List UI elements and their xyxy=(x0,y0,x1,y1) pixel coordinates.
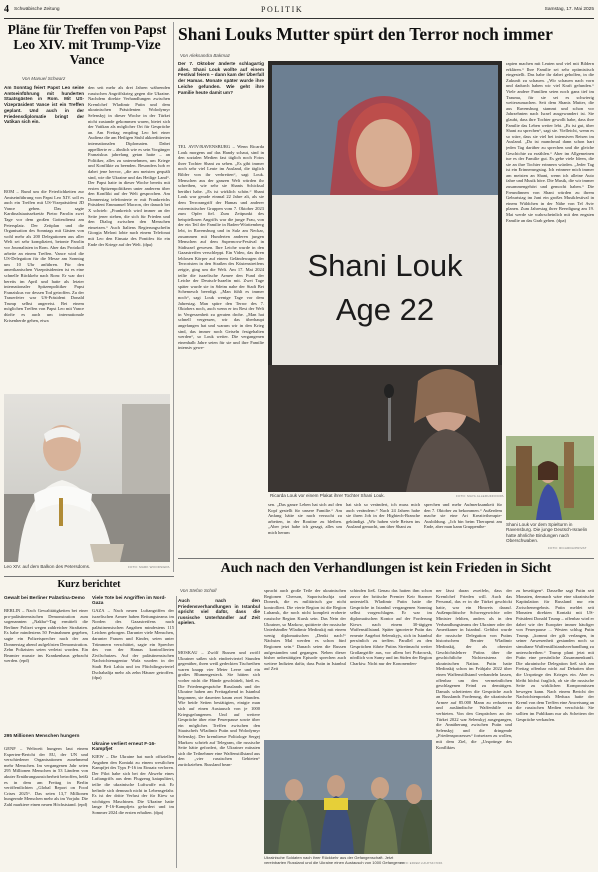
shani-side-photo xyxy=(506,436,594,520)
playground-image xyxy=(506,436,594,520)
lower-body-col1: MOSKAU – Zwölf Russen und zwölf Ukrainer saßen sich eindreiviertel Stunden gegenüber, ihren weiß gedeckten Tischreihen waren knapp vier Meter Leere und ein großes Blumengesteck. Sie hätten sich vorher nicht die Hände geschüttelt, hieß es. Die Friedensgespräche Russlands und der Ukraine haben am Freitagabend in Istanbul begonnen, sie dauerten kaum zwei Stunden. Wie beide Seiten bestätigten, einigte man sich auf einen Austausch von je 1000 Kriegsgefangenen. Und auf weitere Gespräche über eine Feuerpause sowie über ein mögliches Treffen zwischen den Staatschefs Wladimir Putin und Wolodymyr Selenskyj. Der kremltreue Politologe Sergej Markow schrieb auf Telegram, die russische Seite hätte gefordert, die Ukrainer müssten sich die Teilnehmer eine Waffenstillstand aus den „vier russischen Gebieten“ zurückziehen. Russland bean- xyxy=(178,650,260,767)
brief-item3-body: GAZA – Nach neuen Luftangriffen der israelischen Armee haben Rettungsteams im Norden des Gazastreifens nach palästinensischen Angaben mindestens 115 Leichen geborgen. Darunter viele Menschen, darunter Frauen und Kinder, seien unter Trümmern verschüttet, sagte ein Sprecher des von der Hamas kontrollierten Zivilschutzes. Auf der palästinensischen Nachrichtenagentur Wafa wurden in der Stadt Beit Lahia und im Flüchtlingsviertel Dschabalija mehr als zehn Häuser getroffen. (dpa) xyxy=(92,608,174,681)
brief-item4-body: KIEW – Die Ukraine hat nach offiziellen Angaben den Kontakt zu einem westlichen Kampfjet des Typs F-16 im Einsatz verloren. Der Pilot habe sich bei der Abwehr eines Luftangriffs aus dem Flugzeug katapultiert, teilte die ukrainische Luftwaffe mit. Er befinde sich demnach nicht in Lebensgefahr. Es ist der dritte Verlust der für Kiew so wichtigen Maschinen. Die Ukraine hatte lange F-16-Kampfjets gefordert und im Sommer 2024 die ersten erhalten. (dpa) xyxy=(92,754,174,815)
pope-photo-credit: FOTO: MARK WOODS/EPA xyxy=(128,565,170,569)
lower-author: Von Stefan Scholl xyxy=(180,588,217,593)
main-photo-caption: Ricarda Louk vor einem Plakat ihrer Tochter Shani Louk. xyxy=(270,493,385,498)
issue-date: Samstag, 17. Mai 2025 xyxy=(544,7,594,12)
soldiers-photo xyxy=(264,740,432,854)
shani-poster-photo xyxy=(268,61,502,492)
lower-rule xyxy=(178,558,594,559)
main-body-col1: TEL AVIV/RAVENSBURG – Wenn Ricarda Louk morgens auf das Handy schaut, sind in den sozialen Medien fast täglich noch Fotos ihrer Tochter Shani zu sehen. „Es gibt immer noch sehr viel Leute im Ausland, die täglich Bilder von ihr verbreiten“, sagt Louk. Menschen aus der ganzen Welt würden ihr schreiben, wie sehr sie Shanis Schicksal berührt habe. „Es ist wirklich schön.“ Shani Louk war gerade einmal 22 Jahre alt, als sie dem Terrorangriff der Hamas und anderer extremistischer Gruppen vom 7. Oktober 2023 zum Opfer fiel. Zum Zeitpunkt des beispiellosen Angriffs war die junge Frau, von der ein Teil der Familie in Baden-Württemberg lebt, in Ravensburg und in Sulz am Neckar, zusammen mit Hunderten anderen jungen Menschen auf dem Supernova-Festival in Südisrael gewesen. Ihre Leiche wurde in den Gazastreifen verschleppt. Ein Video, das ihren leblosen Körper auf einem Geländewagen der Terroristen in den Straßen des Küstenstreifens zeigte, ging um die Welt. Am 17. Mai 2024 teilte die israelische Armee den Fund der Leiche der Deutsch-Israelin mit. Zwei Tage später wurde sie in Sdeim nahe der Stadt Bet Schemesch beerdigt. „Man fühlt es immer noch“, sagt Louk wenige Tage vor dem Jahrestag. Man spüre den Terror des 7. Oktobers noch, auch wenn er im Rest der Welt in Vergessenheit zu geraten drohe. „Man hat schnell vergessen, wir das überhaupt angefangen hat und warum wir in den Krieg sind, das immer noch Geiseln festgehalten werden“, so Louk weiter. Die vergangenen einenhalb Jahre seien für sie und ihre Familie intensiv gewe- xyxy=(178,144,264,351)
side-photo-caption: Shani Louk vor dem Spielturm in Ravensburg. Die junge Deutsch-Israelin hatte ähnliche Bindungen nach Oberschwaben. xyxy=(506,522,588,544)
newspaper-name: Schwäbische Zeitung xyxy=(14,7,60,12)
main-author: Von Aleksandra Bakmaz xyxy=(180,53,230,58)
page-header xyxy=(4,6,594,16)
main-body-col5: rapien machen mit Leuten und viel mit Bildern erklären.“ Ihre Familie sei sehr optimistisch eingestellt. Das habe ihr dabei geholfen, in die Zukunft zu schauen. „Wir schauen nach vorn und dadurch haben wir viel Kraft gefunden.“ Viele andere Familien seien noch ganz tief im Trauma, für sie sei es schwierig weiterzumachen. Seit dem Shanis Mutter, die aus Ravensburg stammt und schon vor Jahrzehnten nach Israel ausgewandert ist. Sie glaubt, dass ihre Tochter gewollt habe, dass ihre Familie das Leben weiter lebt. „Es ist gut, über Shani zu sprechen“, sagt sie. Vielleicht, wenn es so wäre, dass sie viel bei intensiven Reisen im Ausland. „Da ist manchmal dann schon hart jeden Tag darüber zu sprechen und die gleiche Geschichte zu erzählen.“ Aber im Allgemeinen tue es der Familie gut. Es gebe viele Ideen, die sie an ihre Tochter erinnern würden. „Jeder Tag ist ein Erinnerungstag. Ich erinnere mich immer am meisten an Shani, wenn ich alleine Auto fahre und Musik höre. Die Musik, die wir immer zusammengehört und gemocht haben.“ Die Freundinnen von Shani würden zu ihrem Geburtstag im Juni ein großes Musikfestival in einem Wäldchen in der Nähe von Tel Aviv planen. Zum Jahrestag ihrer Beerdigung am 19. Mai werde sie wahrscheinlich mit den engsten Familie an das Grab gehen. (dpa) xyxy=(506,61,594,223)
column-divider xyxy=(173,22,174,572)
main-headline: Shani Louks Mutter spürt den Terror noch immer xyxy=(178,24,553,44)
pope-photo-caption: Leo XIV. auf dem Balkon des Petersdoms. xyxy=(4,564,91,569)
lower-body-col4: ner lässt daran zweifeln, dass der Kremlchef Frieden will. Auch das Personal, das er in die Türkei geschickt hatte, war ein Hinweis darauf. Außenpolitische Schwergewichte oder Minister fehlten, anders als in den Verhandlungsteams der Ukrainer oder der Amerikaner in Istanbul. Geführt wurde die russische Delegation von Putins historischem Berater Wladimir Medinskij, der als oberster Geschichtslehrer Putins über die geschichtliche Nichtexistenz der ukrainischen Nation. Putin hatte Medinskij schon im Frühjahr 2022 über einen Waffenstillstand verhandeln lassen, offenbar um den vermeintlichen geschlagenen Feind zu demütigen. Damals scheiterten die Gespräche auch an Russlands Forderung, die ukrainische Armee auf 85.000 Mann zu reduzieren und ausländische Waffenhilfe zu verbieten. Von den Gesprächen an der Türkei 2022 war Selenskyj ausgegangen, die Annäherung zwischen Putin und Selenskyj und die dringende „Friedensprozesses“ fortsetzen zu wollen, mit dem Ziel, die „Ursprünge des Konfliktes xyxy=(436,588,512,750)
soldiers-image xyxy=(264,740,432,854)
side-photo-credit: FOTO: RICARDA/PRIVAT xyxy=(548,546,587,550)
pope-photo xyxy=(4,394,170,562)
poster-name: Shani Louk xyxy=(307,248,463,283)
left-body-col2: den seit mehr als drei Jahren währenden russischen Angriffskrieg gegen die Ukraine. Nachdem direkte Verhandlungen zwischen Kremlchef Wladimir Putin und dem ukrainischen Präsidenten Wolodymyr Selenskyj in dieser Woche in der Türkei nicht zustande gekommen waren, bietet sich der Vatikan als möglicher Ort für Gespräche an. Am Freitag empfing Leo bei einer Audienz die am Heiligen Stuhl akkreditierten internationalen Diplomaten. Dabei appellierte er – ähnlich wie es sein Vorgänger Franziskus jahrelang getan hatte – an Politiker, alles zu unternehmen, um Kriege und Konflikte zu beenden. Besonders hob er dabei jene hervor, „die am meisten gequält sind, wie die Ukraine und das Heilige Land“. Der Papst hatte in dieser Woche bereits mit ersten Spitzenpolitikern unter anderem über den Konflikt auf der Welt gesprochen. Am Donnerstag telefonierte er mit Frankreichs Präsident Emmanuel Macron, der danach bei X schrieb: „Frankreich wird immer an der Seite jener stehen, die sich für Frieden und den Dialog zwischen den Menschen einsetzen.“ Auch Italiens Regierungschefin Giorgia Meloni lobte nach einem Telefonat mit Leo den Einsatz des Pontifex für ein Ende der Kriege auf der Welt. (dpa) xyxy=(88,85,170,247)
brief-section-title: Kurz berichtet xyxy=(57,579,121,590)
lower-body-col5: zu beseitigen“. Dasselbe sagt Putin seit Monaten, demnach wäre eine ukrainische Kapitulation für Russland nur ein Zwischenergebnis. Putin meldet seit Monaten direkten Kontakt mit US-Präsident Donald Trump – offenbar wird er dabei wie der Europäer immer häufiger von Feuerpause ... Westen schlug Putin Trump. „kommt der gilt verlangen, in seiner Anwesenheit gestanden noch so simultane Waffenstillstandsverhandlung zu unterschreiben.“ Trump plant jetzt mit Putin eine persönliche Zusammenkunft. Die ukrainische Delegation ließ sich am Freitag offenbar nicht auf Debatten über die Ursprünge des Krieges ein. Aber es bleibt höchst fraglich, ob sie die russische Seite zu wirklichen Kompromissen bewegen kann. Nach einem Bericht der Nachrichtenportals Meduza hatte der Kreml von dem Treffen eine Anweisung an die russischen Medien verschickt: Sie sollten im Publikum nur als Scheitern der Gespräche verkaufen. xyxy=(516,588,594,722)
brief-item2-body: GENF – Weltweit hungern laut einem Experten-Bericht der EU, der UN und verschiedener Organisationen zunehmend mehr Menschen. Im vergangenen Jahr seien 295 Millionen Menschen in 53 Ländern von akuter Ernährungsunsicherheit betroffen, heißt es in dem am Freitag in Berlin veröffentlichten „Global Report on Food Crises 2025“. Das seien 13,7 Millionen hungernde Menschen mehr als im Vorjahr. Die Zahl markiere einen neuen Höchststand. (epd) xyxy=(4,746,88,807)
brief-item3-title: Viele Tote bei Angriffen im Nord-Gaza xyxy=(92,596,167,606)
left-author: Von Manuel Schwarz xyxy=(22,76,66,81)
main-body-col4: sprechen und mehr Aufmerksamkeit für den 7. Oktober zu bekommen.“ Außerdem mache sie eine Art Kreativtherapie-Ausbildung. „Ich bin beim Therapeut am Ende, aber man kann Gruppenthe- xyxy=(424,502,502,530)
lower-lead: Auch nach den Friedensverhandlungen in Istanbul spricht viel dafür, dass die russische Unterhändler auf Zeit spielen. xyxy=(178,598,260,626)
poster-age: Age 22 xyxy=(335,292,435,327)
lower-headline: Auch nach den Verhandlungen ist kein Frieden in Sicht xyxy=(220,561,552,576)
lower-body-col3: schinden ließ. Genau das hatten ihm schon zuvor der britische Premier Keir Starmer unterstellt. Wladimir Putin hatte die Gespräche in Istanbul vergangenen Sonntag selbst vorgeschlagen. Er war im diplomatischen Kontor auf der Forderung Kiews nach einem 30-tägigen Waffenstillstand. Später ignorierte Putin das erneute Angebot Selenskyjs, sich in Istanbul persönlich zu treffen. Parallel zu den Gesprächen führte Putins Streitmacht weiter Großangriffe aus, vor allem bei Pokrowsk, nördlich von Sumy und im Süden der Region Charkiw. Nicht nur der Kononenden- xyxy=(350,588,432,666)
left-headline: Pläne für Treffen von Papst Leo XIV. mit Trump-Vize Vance xyxy=(7,22,167,67)
brief-item4-title: Ukraine verliert erneut F-16-Kampfjet xyxy=(92,742,156,752)
section-title: POLITIK xyxy=(261,5,304,14)
brief-item1-body: BERLIN – Nach Gewalttätigkeiten bei einer pro-palästinensischen Demonstration zum sogenannten „Nakba“-Tag ermittelt die Berliner Polizei wegen zahlreicher Straftaten. Es habe mindestens 50 Festnahmen gegeben, sagte ein Polizeisprecher nach der am Donnerstag abend aufgelösten Demonstration. Zehn Polizisten seien verletzt worden. Ein Beamter musste ins Krankenhaus gebracht werden. (epd) xyxy=(4,608,88,664)
page-number: 4 xyxy=(4,4,9,15)
main-lead: Der 7. Oktober änderte schlagartig alles. Shani Louk wollte auf einem Festival feiern – dann kam der Überfall der Hamas. Monate später wurde ihre Leiche gefunden. Wie geht ihre Familie heute damit um? xyxy=(178,61,264,95)
lower-column-divider xyxy=(176,596,177,868)
left-lead: Am Sonntag feiert Papst Leo seine Amtseinführung mit hunderten Staatsgästen in Rom. Mit US-Vizepräsident Vance ist ein Treffen geplant. Und auch in der Friedensdiplomatie bringt der Vatikan sich ein. xyxy=(4,85,84,125)
header-rule xyxy=(4,18,594,19)
main-body-col3: hat sich so verändert, ich muss mich auch verändern.“ Nach 24 Jahren habe sie ihren Job in der Hightech-Branche gekündigt. „Wir haben viele Reisen ins Ausland gemacht, um über Shani zu xyxy=(346,502,420,530)
brief-item2-title: 295 Millionen Menschen hungern xyxy=(4,734,80,739)
soldiers-photo-caption: Ukrainische Soldaten nach ihrer Rückkehr aus der Gefangenschaft. Jetzt vereinbarten Russland und die Ukraine einen Austausch von 1000 Gefangenen. xyxy=(264,855,406,865)
main-photo-credit: FOTO: MAYA ALLERUZZO/DPA xyxy=(456,494,504,498)
pope-figure-image xyxy=(4,394,170,562)
main-body-col2: sen. „Das ganze Leben hat sich auf den Kopf gestellt für unsere Familie.“ Am Anfang hätte sie nach versucht zu arbeiten, in der Routine zu bleiben. „Aber jetzt habe ich gesagt, alles um mich herum xyxy=(268,502,342,535)
brief-rule xyxy=(4,576,174,577)
soldiers-photo-credit: FOTO: EFREM LUKATSKY/DPA xyxy=(400,862,443,865)
lower-body-col2: sprucht auch große Teile der ukrainischen Regionen Cherson, Saporischschja und Donezk, die es militärisch gar nicht kontrolliert. Die vierte Region ist die Region Luhansk, die noch nicht komplett eroberte russische Region Kursk sein. Das Nein der Ukrainer, so Markow, quittierte der russische Unterhändler Wladimir Medinskij mit einem wenig diplomatischen „Denkt nach!“ Nächstes Mal werden es schon fünf Regionen sein.“ Danach seien die Russen aufgestanden und gegangen. Neben dieser bisher unbestätigten Episode sprechen auch weitere Indizien dafür, dass Putin in Istanbul auf Zeit xyxy=(264,588,346,672)
brief-item1-title: Gewalt bei Berliner Palästina-Demo xyxy=(4,596,85,601)
left-body-col1: ROM – Rund um die Feierlichkeiten zur Amtseinführung von Papst Leo XIV. soll es auch ein Treffen mit US-Vizepräsident JD Vance geben. Das sagte Kardinalstaatssekretär Pietro Parolin zwei Tage vor dem großen Gottesdienst am Petersplatz. Der Zeitplan und die Organisation des Sonntags mit Gästen von wohl mehr als 200 Delegationen aus aller Welt sei sehr kompliziert, betonte Parolin vor Journalisten in Rom. Aber das Protokoll arbeite an einem Treffen. Vance wird die US-Delegation für die Messe am Sonntag um 10 Uhr anführen. Für den amerikanischen Vizepräsidenten ist es eine schnelle Rückkehr nach Rom: Er war dort bereits im April und hatte als letzter internationaler Spitzenpolitiker Papst Franziskus vor dessen Tod getroffen. Zu der Trauerfeier war US-Präsident Donald Trump selbst angereist. Bei einem möglichen Treffen von Papst Leo mit Vance dürfte es auch um internationale Krisenherde gehen, etwa xyxy=(4,189,84,323)
